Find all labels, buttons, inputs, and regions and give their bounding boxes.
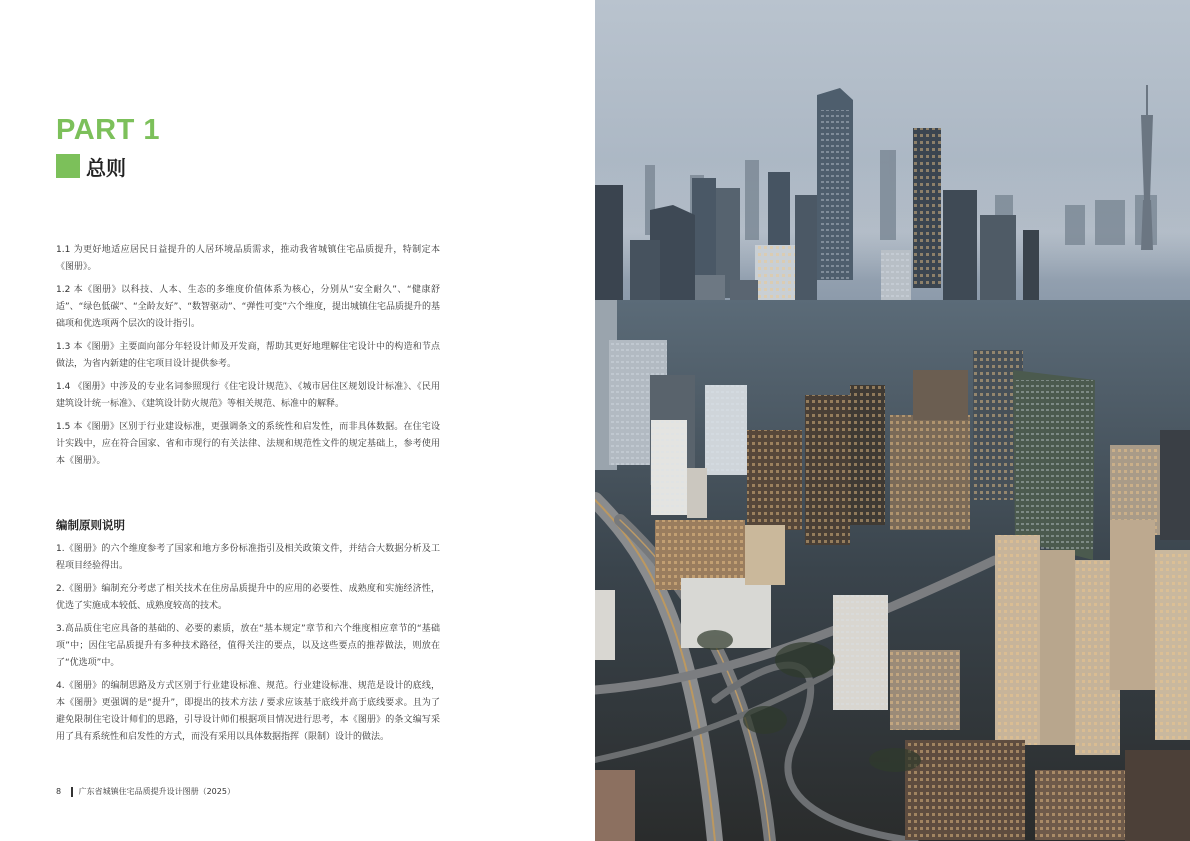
intro-paragraph: 1.5 本《图册》区别于行业建设标准，更强调条文的系统性和启发性，而非具体数据。在住宅设计实践中，应在符合国家、省和市现行的有关法律、法规和规范性文件的规定基础上，参考使用本《图册》。 [56,422,440,466]
intro-paragraph: 1.2 本《图册》以科技、人本、生态的多维度价值体系为核心，分别从“安全耐久”、“健康舒适”、“绿色低碳”、“全龄友好”、“数智驱动”、“弹性可变”六个维度，提出城镇住宅品质提升的基础项和优选项两个层次的设计指引。 [56,285,440,329]
principle-paragraph: 4.《图册》的编制思路及方式区别于行业建设标准、规范。行业建设标准、规范是设计的底线，本《图册》更强调的是“提升”，即提出的技术方法 / 要求应该基于底线并高于底线要求。且为了避免限制住宅设计师们的思路，引导设计师们根据项目情况进行思考，本《图册》的条文编写采用了具有系统性和启发性的方式，而没有采用以具体数据指挥（限制）设计的做法。 [56,681,440,742]
intro-paragraph: 1.1 为更好地适应居民日益提升的人居环境品质需求，推动我省城镇住宅品质提升，特制定本《图册》。 [56,245,440,272]
chapter-title: 总则 [86,155,126,180]
intro-paragraph: 1.3 本《图册》主要面向部分年轻设计师及开发商，帮助其更好地理解住宅设计中的构造和节点做法，为省内新建的住宅项目设计提供参考。 [56,342,440,369]
principle-paragraph: 2.《图册》编制充分考虑了相关技术在住房品质提升中的应用的必要性、成熟度和实施经济性，优选了实施成本较低、成熟度较高的技术。 [56,584,440,611]
principles-section [56,541,440,752]
footer-divider [71,787,73,797]
principle-paragraph: 1.《图册》的六个维度参考了国家和地方多份标准指引及相关政策文件，并结合大数据分析及工程项目经验得出。 [56,544,440,571]
page-number: 8 [56,787,62,796]
city-skyline-photo [595,0,1190,841]
green-square-marker [56,154,80,178]
principle-paragraph: 3.高品质住宅应具备的基础的、必要的素质，放在“基本规定”章节和六个维度相应章节的“基础项”中；因住宅品质提升有多种技术路径，值得关注的要点，以及这些要点的推荐做法，则放在了“优选项”中。 [56,624,440,668]
section-title: 编制原则说明 [56,518,125,532]
chapter-heading [56,153,126,179]
intro-paragraph: 1.4 《图册》中涉及的专业名词参照现行《住宅设计规范》、《城市居住区规划设计标准》、《民用建筑设计统一标准》、《建筑设计防火规范》等相关规范、标准中的解释。 [56,382,440,409]
intro-section [56,242,440,476]
footer-doc-title: 广东省城镇住宅品质提升设计图册（2025） [78,787,235,796]
page-footer [56,786,235,797]
part-label: PART 1 [56,114,160,146]
